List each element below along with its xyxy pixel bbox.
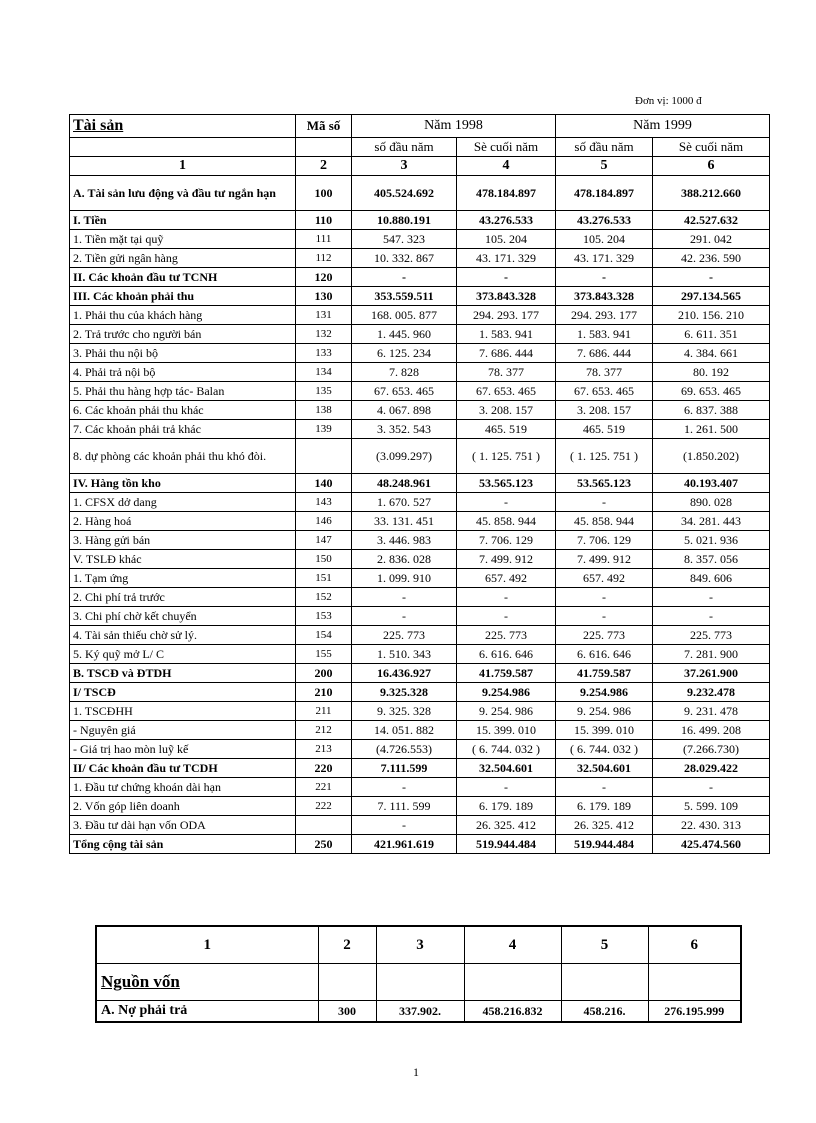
table-row [70,363,770,382]
row-value: 425.474.560 [653,835,770,854]
row-label: 2. Hàng hoá [70,512,296,531]
row-label: V. TSLĐ khác [70,550,296,569]
row-value: 80. 192 [653,363,770,382]
row-value: 7. 706. 129 [556,531,653,550]
column-number: 1 [70,157,296,176]
row-label: II/ Các khoản đầu tư TCDH [70,759,296,778]
table-row [70,249,770,268]
table-row [70,740,770,759]
row-value: - [457,778,556,797]
row-label: IV. Hàng tồn kho [70,474,296,493]
table-row [70,474,770,493]
row-value: 6. 616. 646 [556,645,653,664]
row-code: 132 [296,325,352,344]
row-code: 152 [296,588,352,607]
table-row [70,420,770,439]
row-value: 657. 492 [457,569,556,588]
row-code: 131 [296,306,352,325]
capital-section-title-cell [96,964,318,1001]
row-value: 2. 836. 028 [352,550,457,569]
row-label: - Nguyên giá [70,721,296,740]
table-row [70,607,770,626]
row-value: (3.099.297) [352,439,457,474]
row-value: 3. 208. 157 [556,401,653,420]
row-value: 478.184.897 [457,176,556,211]
row-value: ( 6. 744. 032 ) [457,740,556,759]
row-code: 143 [296,493,352,512]
row-value: 9.254.986 [556,683,653,702]
row-value: 22. 430. 313 [653,816,770,835]
row-code: 212 [296,721,352,740]
row-value: 6. 616. 646 [457,645,556,664]
year-1999-header: Năm 1999 [556,115,770,138]
row-value: 890. 028 [653,493,770,512]
table-row [70,531,770,550]
row-value: 40.193.407 [653,474,770,493]
row-code: 138 [296,401,352,420]
row-label: II. Các khoản đầu tư TCNH [70,268,296,287]
table-row [70,759,770,778]
table-row [70,344,770,363]
table-row [70,702,770,721]
table-row [70,211,770,230]
row-code: 153 [296,607,352,626]
row-label: 5. Phải thu hàng hợp tác- Balan [70,382,296,401]
row-value: 4. 067. 898 [352,401,457,420]
row-value: - [457,588,556,607]
row-value: 1. 583. 941 [556,325,653,344]
row-code: 300 [318,1001,376,1023]
row-value: 78. 377 [556,363,653,382]
row-value: 6. 125. 234 [352,344,457,363]
row-value: 8. 357. 056 [653,550,770,569]
column-number: 4 [464,926,561,964]
column-number: 5 [561,926,648,964]
table-row [70,287,770,306]
page-number: 1 [413,1065,419,1079]
table-row [70,306,770,325]
row-value: ( 1. 125. 751 ) [556,439,653,474]
row-value: 225. 773 [352,626,457,645]
row-value: 48.248.961 [352,474,457,493]
row-value: 4. 384. 661 [653,344,770,363]
row-value: 7. 281. 900 [653,645,770,664]
row-value: - [352,778,457,797]
row-value: 1. 670. 527 [352,493,457,512]
row-value: - [352,607,457,626]
row-value: 67. 653. 465 [352,382,457,401]
row-label: 8. dự phòng các khoản phải thu khó đòi. [70,439,296,474]
table-row [70,401,770,420]
row-value: 210. 156. 210 [653,306,770,325]
row-value: 32.504.601 [556,759,653,778]
row-label: 3. Chi phí chờ kết chuyển [70,607,296,626]
sub-header: Sè cuối năm [457,138,556,157]
column-number: 4 [457,157,556,176]
capital-column-number-row [96,926,741,964]
blank-cell [376,964,464,1001]
row-code: 211 [296,702,352,721]
row-label: 1. Tạm ứng [70,569,296,588]
row-value: 43.276.533 [457,211,556,230]
row-label: 1. Tiền mặt tại quỹ [70,230,296,249]
column-number: 6 [653,157,770,176]
row-value: 9.232.478 [653,683,770,702]
row-value: 7. 706. 129 [457,531,556,550]
row-code: 221 [296,778,352,797]
row-code: 147 [296,531,352,550]
row-value: 16.436.927 [352,664,457,683]
row-code: 133 [296,344,352,363]
row-value: 7. 111. 599 [352,797,457,816]
row-value: - [352,816,457,835]
capital-table [95,925,742,1023]
unit-label: Đơn vị: 1000 đ [635,95,702,107]
row-label: 2. Trả trước cho người bán [70,325,296,344]
column-number: 2 [318,926,376,964]
row-value: - [556,607,653,626]
row-code: 110 [296,211,352,230]
table-row [70,512,770,531]
header-row-2 [70,138,770,157]
row-label: 6. Các khoản phải thu khác [70,401,296,420]
row-label: B. TSCĐ và ĐTDH [70,664,296,683]
row-value: 5. 021. 936 [653,531,770,550]
row-value: 45. 858. 944 [457,512,556,531]
row-label: 2. Chi phí trả trước [70,588,296,607]
row-value: 465. 519 [556,420,653,439]
row-code: 210 [296,683,352,702]
row-value: 6. 611. 351 [653,325,770,344]
row-value: 28.029.422 [653,759,770,778]
row-label: A. Tài sản lưu động và đầu tư ngắn hạn [70,176,296,211]
row-code: 155 [296,645,352,664]
row-label: 2. Tiền gửi ngân hàng [70,249,296,268]
row-value: 388.212.660 [653,176,770,211]
row-value: 9. 254. 986 [556,702,653,721]
row-code: 140 [296,474,352,493]
row-value: 1. 445. 960 [352,325,457,344]
row-value: 15. 399. 010 [457,721,556,740]
row-value: 519.944.484 [556,835,653,854]
row-value: - [556,493,653,512]
row-value: 849. 606 [653,569,770,588]
row-value: 42. 236. 590 [653,249,770,268]
column-number: 2 [296,157,352,176]
row-code: 154 [296,626,352,645]
row-value: 15. 399. 010 [556,721,653,740]
row-code [296,439,352,474]
row-value: 1. 583. 941 [457,325,556,344]
row-value: 42.527.632 [653,211,770,230]
row-value: 7. 686. 444 [457,344,556,363]
table-row [70,382,770,401]
assets-table [69,114,770,854]
row-value: 7. 499. 912 [457,550,556,569]
blank-cell [648,964,741,1001]
header-row-1 [70,115,770,138]
column-number: 1 [96,926,318,964]
row-code: 146 [296,512,352,531]
table-row [70,835,770,854]
sub-header: số đầu năm [352,138,457,157]
row-value: 1. 261. 500 [653,420,770,439]
row-value: 276.195.999 [648,1001,741,1023]
asset-column-header: Tài sản [70,115,296,138]
row-code: 100 [296,176,352,211]
row-value: 337.902. [376,1001,464,1023]
row-value: 43. 171. 329 [556,249,653,268]
row-label: 1. Đầu tư chứng khoán dài hạn [70,778,296,797]
row-value: 373.843.328 [457,287,556,306]
row-label: Tổng cộng tài sản [70,835,296,854]
row-value: - [556,778,653,797]
blank-cell [318,964,376,1001]
row-value: 458.216. [561,1001,648,1023]
row-value: 9. 325. 328 [352,702,457,721]
row-code: 222 [296,797,352,816]
row-value: 297.134.565 [653,287,770,306]
row-value: 7. 499. 912 [556,550,653,569]
row-code [296,816,352,835]
table-row [70,325,770,344]
row-code: 213 [296,740,352,759]
row-value: 405.524.692 [352,176,457,211]
sub-header: số đầu năm [556,138,653,157]
column-number: 6 [648,926,741,964]
row-value: 9. 254. 986 [457,702,556,721]
row-code: 139 [296,420,352,439]
row-label: III. Các khoản phải thu [70,287,296,306]
row-code: 112 [296,249,352,268]
row-value: 10. 332. 867 [352,249,457,268]
blank-cell [70,138,296,157]
row-value: 168. 005. 877 [352,306,457,325]
row-value: 6. 179. 189 [457,797,556,816]
row-value: 32.504.601 [457,759,556,778]
row-label: 4. Tài sản thiếu chờ sử lý. [70,626,296,645]
row-value: 41.759.587 [556,664,653,683]
row-value: 5. 599. 109 [653,797,770,816]
row-value: 7. 686. 444 [556,344,653,363]
row-value: 37.261.900 [653,664,770,683]
row-value: - [653,778,770,797]
row-value: 225. 773 [556,626,653,645]
blank-cell [464,964,561,1001]
liabilities-row [96,1001,741,1023]
row-value: 373.843.328 [556,287,653,306]
row-value: 3. 208. 157 [457,401,556,420]
row-value: 478.184.897 [556,176,653,211]
table-row [70,664,770,683]
blank-cell [296,138,352,157]
row-value: 53.565.123 [556,474,653,493]
row-label: 1. TSCĐHH [70,702,296,721]
row-code: 111 [296,230,352,249]
row-value: 26. 325. 412 [556,816,653,835]
table-row [70,778,770,797]
column-number-row [70,157,770,176]
capital-section-row [96,964,741,1001]
row-value: 41.759.587 [457,664,556,683]
row-code: 134 [296,363,352,382]
table-row [70,816,770,835]
row-value: 7. 828 [352,363,457,382]
table-row [70,588,770,607]
row-value: 1. 099. 910 [352,569,457,588]
row-value: 45. 858. 944 [556,512,653,531]
row-label: 3. Hàng gửi bán [70,531,296,550]
row-value: 225. 773 [457,626,556,645]
table-row [70,230,770,249]
row-value: 9. 231. 478 [653,702,770,721]
table-row [70,493,770,512]
row-value: 105. 204 [457,230,556,249]
row-label: 5. Ký quỹ mở L/ C [70,645,296,664]
row-value: - [457,493,556,512]
row-value: 7.111.599 [352,759,457,778]
row-label: 1. Phải thu của khách hàng [70,306,296,325]
row-value: 26. 325. 412 [457,816,556,835]
row-value: 547. 323 [352,230,457,249]
row-value: 34. 281. 443 [653,512,770,531]
row-label: A. Nợ phải trả [96,1001,318,1023]
table-row [70,550,770,569]
row-value: - [653,607,770,626]
year-1998-header: Năm 1998 [352,115,556,138]
table-row [70,569,770,588]
row-value: 294. 293. 177 [457,306,556,325]
row-value: (4.726.553) [352,740,457,759]
column-number: 5 [556,157,653,176]
table-row [70,797,770,816]
row-value: 6. 837. 388 [653,401,770,420]
row-label: 3. Đầu tư dài hạn vốn ODA [70,816,296,835]
row-value: - [556,268,653,287]
row-value: 67. 653. 465 [556,382,653,401]
row-value: 353.559.511 [352,287,457,306]
table-row [70,721,770,740]
row-value: 105. 204 [556,230,653,249]
row-value: 16. 499. 208 [653,721,770,740]
row-value: 519.944.484 [457,835,556,854]
row-code: 200 [296,664,352,683]
table-row [70,683,770,702]
row-value: - [352,588,457,607]
row-value: 291. 042 [653,230,770,249]
column-number: 3 [376,926,464,964]
row-value: 10.880.191 [352,211,457,230]
row-value: - [556,588,653,607]
row-value: - [457,607,556,626]
table-row [70,645,770,664]
row-value: 421.961.619 [352,835,457,854]
row-value: - [653,588,770,607]
row-value: 78. 377 [457,363,556,382]
row-value: 458.216.832 [464,1001,561,1023]
row-code: 150 [296,550,352,569]
row-code: 135 [296,382,352,401]
capital-section-title: Nguồn vốn [101,972,180,991]
row-value: 43. 171. 329 [457,249,556,268]
row-value: - [653,268,770,287]
row-label: 3. Phải thu nội bộ [70,344,296,363]
table-row [70,626,770,645]
row-value: 3. 352. 543 [352,420,457,439]
row-value: (7.266.730) [653,740,770,759]
blank-cell [561,964,648,1001]
row-label: I. Tiền [70,211,296,230]
row-value: 53.565.123 [457,474,556,493]
row-label: 2. Vốn góp liên doanh [70,797,296,816]
sub-header: Sè cuối năm [653,138,770,157]
row-value: - [457,268,556,287]
row-value: 33. 131. 451 [352,512,457,531]
row-label: I/ TSCĐ [70,683,296,702]
row-value: 3. 446. 983 [352,531,457,550]
row-value: 67. 653. 465 [457,382,556,401]
table-row [70,439,770,474]
row-value: 9.254.986 [457,683,556,702]
row-code: 151 [296,569,352,588]
row-value: 69. 653. 465 [653,382,770,401]
row-value: (1.850.202) [653,439,770,474]
row-value: 294. 293. 177 [556,306,653,325]
row-label: 1. CFSX dở dang [70,493,296,512]
row-value: 43.276.533 [556,211,653,230]
row-value: 225. 773 [653,626,770,645]
row-value: ( 6. 744. 032 ) [556,740,653,759]
row-value: 1. 510. 343 [352,645,457,664]
row-value: 6. 179. 189 [556,797,653,816]
row-label: 7. Các khoản phải trả khác [70,420,296,439]
table-row [70,176,770,211]
row-value: ( 1. 125. 751 ) [457,439,556,474]
column-number: 3 [352,157,457,176]
row-code: 130 [296,287,352,306]
row-code: 120 [296,268,352,287]
row-value: - [352,268,457,287]
row-value: 465. 519 [457,420,556,439]
row-code: 250 [296,835,352,854]
table-row [70,268,770,287]
code-column-header: Mã số [296,115,352,138]
row-code: 220 [296,759,352,778]
row-value: 657. 492 [556,569,653,588]
row-value: 9.325.328 [352,683,457,702]
row-label: - Giá trị hao mòn luỹ kế [70,740,296,759]
row-value: 14. 051. 882 [352,721,457,740]
row-label: 4. Phải trả nội bộ [70,363,296,382]
